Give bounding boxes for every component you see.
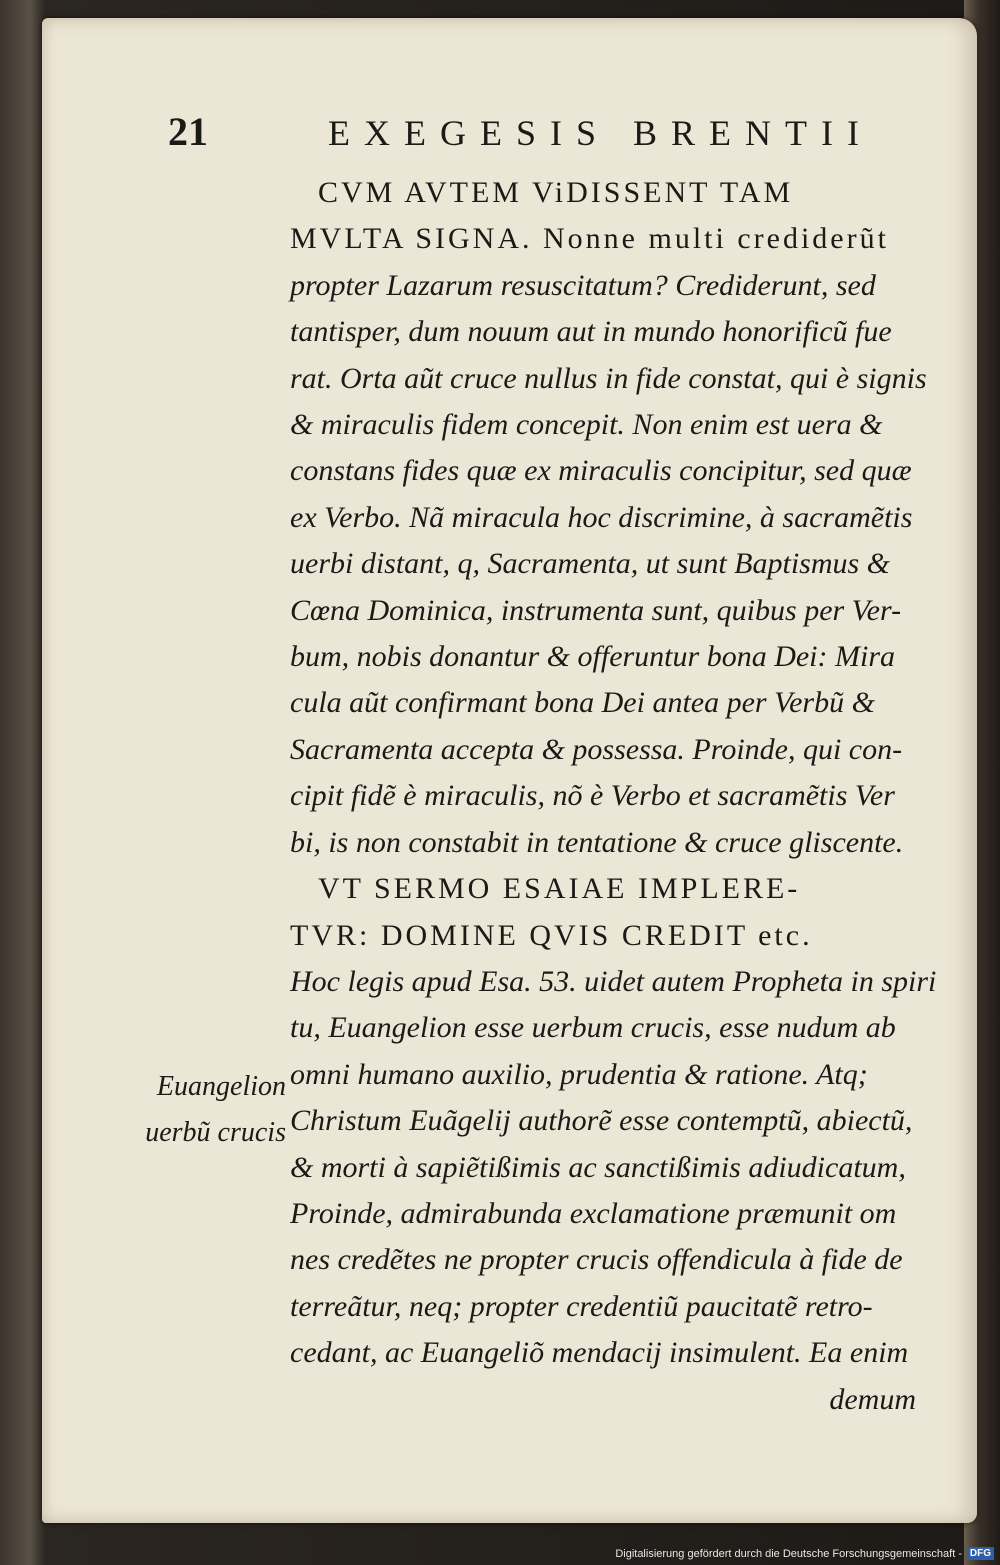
text-line: tu, Euangelion esse uerbum crucis, esse nudum ab [290,1011,896,1045]
text-line: constans fides quæ ex miraculis concipitur, sed quæ [290,454,912,488]
marginal-note [126,1064,286,1156]
digitization-credit: Digitalisierung gefördert durch die Deutsche Forschungsgemeinschaft - [615,1548,962,1560]
text-line: Proinde, admirabunda exclamatione præmunit om [290,1196,897,1230]
text-line: omni humano auxilio, prudentia & ratione. Atq; [290,1057,868,1091]
text-line: Christum Euãgelij authorẽ esse contemptũ, abiectũ, [290,1104,913,1138]
text-line: Sacramenta accepta & possessa. Proinde, qui con- [290,732,903,766]
main-text-block [290,170,937,1423]
running-head: EXEGESIS BRENTII [328,113,873,153]
text-line: tantisper, dum nouum aut in mundo honorificũ fue [290,315,892,349]
marginal-note-line: uerbũ crucis [145,1117,286,1148]
text-line: nes credẽtes ne propter crucis offendicula à fide de [290,1243,903,1277]
text-line: CVM AVTEM ViDISSENT TAM [318,176,794,209]
catchword: demum [829,1382,916,1416]
marginal-note-line: Euangelion [156,1071,286,1102]
text-line: bum, nobis donantur & offeruntur bona Dei: Mira [290,640,895,674]
text-line: & miraculis fidem concepit. Non enim est uera & [290,408,883,442]
text-line: & morti à sapiẽtißimis ac sanctißimis adiudicatum, [290,1150,906,1184]
text-line: cedant, ac Euangeliõ mendacij insimulent. Ea enim [290,1336,909,1370]
bleed-through-text [145,900,295,1020]
text-line: MVLTA SIGNA. Nonne multi crediderũt [290,222,889,256]
text-line: TVR: DOMINE QVIS CREDIT etc. [290,918,813,952]
text-line: cipit fidẽ è miraculis, nõ è Verbo et sacramẽtis Ver [290,779,895,813]
text-line: Hoc legis apud Esa. 53. uidet autem Propheta in spiri [290,964,937,998]
text-line: terreãtur, neq; propter credentiũ paucitatẽ retro- [290,1289,873,1323]
text-line: Cœna Dominica, instrumenta sunt, quibus per Ver- [290,593,902,627]
dfg-logo: DFG [967,1547,994,1560]
text-line: bi, is non constabit in tentatione & cruce gliscente. [290,825,904,859]
text-line: rat. Orta aũt cruce nullus in fide constat, qui è signis [290,361,927,395]
text-line: uerbi distant, q, Sacramenta, ut sunt Baptismus & [290,547,890,581]
text-line: VT SERMO ESAIAE IMPLERE- [318,872,801,906]
text-line: propter Lazarum resuscitatum? Crediderunt, sed [290,268,876,302]
page-number: 21 [168,109,208,154]
text-line: ex Verbo. Nã miracula hoc discrimine, à sacramẽtis [290,500,913,534]
text-line: cula aũt confirmant bona Dei antea per Verbũ & [290,686,875,720]
